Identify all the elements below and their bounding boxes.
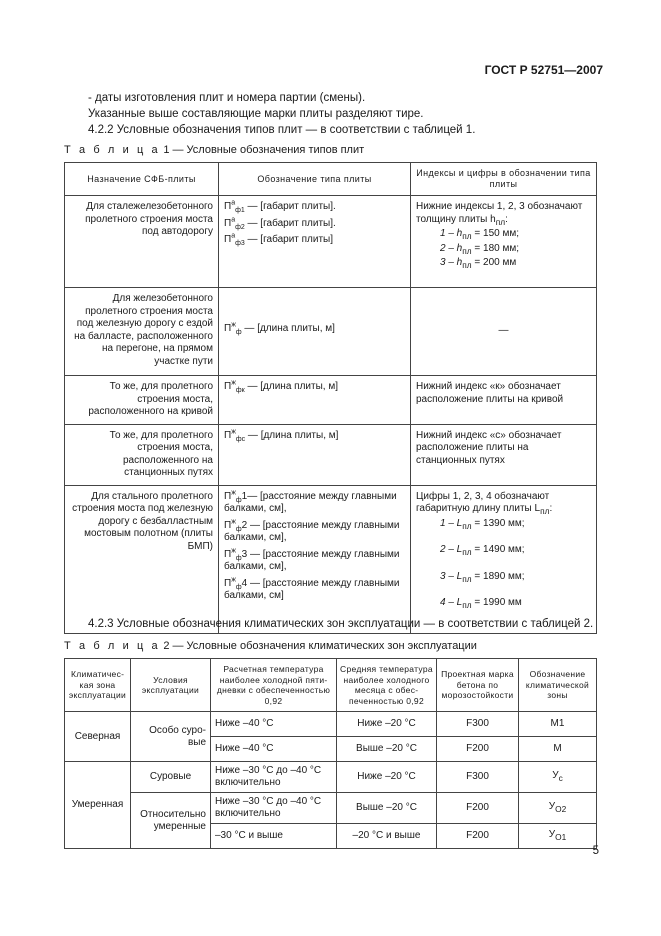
column-header: Назначение СФБ-плиты [65, 163, 219, 196]
plate-symbol: $П^а_{ф2}$ — [габарит плиты]. [224, 216, 336, 231]
tm-cell: Выше –20 °С [337, 737, 437, 762]
code-cell: $У_{О2}$ [519, 793, 597, 824]
table-row [65, 288, 597, 376]
paragraph-4-2-3: 4.2.3 Условные обозначения климатических зон эксплуатации — в соответствии с таблицей 2. [88, 618, 594, 630]
intro-text [64, 90, 604, 138]
zone-cell: Умеренная [65, 762, 131, 849]
code-cell: М1 [519, 712, 597, 737]
table-header-row [65, 659, 597, 712]
column-header: Обозначение типа плиты [219, 163, 411, 196]
table1-caption [64, 144, 364, 156]
purpose-cell: То же, для пролетного строения моста, расположенного на станционных путях [65, 424, 219, 485]
grade-cell: F300 [437, 762, 519, 793]
table-header-row [65, 163, 597, 196]
index-cell: Цифры 1, 2, 3, 4 обозначают габаритную длину плиты $L_{пл}$: $1 - L_{пл} = 1390$ мм; $2 - L_{пл} = 1490$ мм; $3 - L_{пл} = 1890$ мм; $4 - L_{пл} = 1990$ мм [411, 485, 597, 633]
symbol-cell [219, 288, 411, 376]
page-header: ГОСТ Р 52751—2007 [484, 63, 603, 77]
table-row [65, 712, 597, 737]
t5-cell: Ниже –30 °С до –40 °С включительно [211, 762, 337, 793]
condition-cell: Особо суровые [131, 712, 211, 762]
index-line: $4 - L_{пл} = 1990$ мм [440, 597, 522, 610]
t5-cell: Ниже –40 °С [211, 737, 337, 762]
tm-cell: Ниже –20 °С [337, 712, 437, 737]
grade-cell: F300 [437, 712, 519, 737]
index-line: $1 - h_{пл} = 150$ мм; [440, 228, 520, 241]
table-row [65, 793, 597, 824]
caption-text: 1 — Условные обозначения типов плит [160, 144, 365, 156]
tm-cell: –20 °С и выше [337, 824, 437, 849]
table2-caption [64, 640, 477, 652]
symbol-cell [219, 376, 411, 425]
zone-cell: Северная [65, 712, 131, 762]
caption-text: 2 — Условные обозначения климатических зон эксплуатации [160, 640, 477, 652]
table1 [64, 162, 597, 634]
symbol-cell [219, 196, 411, 288]
purpose-cell: Для железобетонного пролетного строения моста под железную дорогу с ездой на балласте, расположенного на перегоне, на прямом участке пути [65, 288, 219, 376]
table-row [65, 485, 597, 633]
table-row [65, 762, 597, 793]
column-header: Расчетная температура наиболее холодной пятидневки с обеспеченностью 0,92 [211, 659, 337, 712]
plate-symbol: $П^ж_ф1—$ [расстояние между главными балками, см], [224, 489, 397, 514]
index-line: $1 - L_{пл} = 1390$ мм; [440, 517, 525, 531]
purpose-cell: Для стального пролетного строения моста под железную дорогу с безбалластным мостовым полотном (плиты БМП) [65, 485, 219, 633]
condition-cell: Относительно умеренные [131, 793, 211, 849]
tm-cell: Выше –20 °С [337, 793, 437, 824]
symbol-cell [219, 485, 411, 633]
column-header: Средняя температура наиболее холодного месяца с обеспеченностью 0,92 [337, 659, 437, 712]
column-header: Проектная марка бетона по морозостойкости [437, 659, 519, 712]
index-line: $2 - h_{пл} = 180$ мм; [440, 242, 520, 256]
index-cell: Нижний индекс «к» обозначает расположение плиты на кривой [411, 376, 597, 425]
index-line: $2 - L_{пл} = 1490$ мм; [440, 544, 525, 557]
plate-symbol: $П^ж_ф$ — [длина плиты, м] [224, 321, 335, 337]
index-cell: Нижний индекс «с» обозначает расположение плиты на станционных путях [411, 424, 597, 485]
index-cell: — [411, 288, 597, 376]
grade-cell: F200 [437, 737, 519, 762]
caption-label: Т а б л и ц а [64, 144, 161, 156]
intro-line: Указанные выше составляющие марки плиты разделяют тире. [88, 108, 424, 120]
code-cell: М [519, 737, 597, 762]
plate-symbol: $П^ж_{фк}$ — [длина плиты, м] [224, 379, 338, 394]
index-line: $3 - L_{пл} = 1890$ мм; [440, 570, 525, 584]
plate-symbol: $П^ж_ф4$ — [расстояние между главными балками, см] [224, 576, 400, 601]
intro-line: - даты изготовления плит и номера партии (смены). [88, 92, 366, 104]
symbol-cell [219, 424, 411, 485]
table-row [65, 424, 597, 485]
code-cell: $У_{О1}$ [519, 824, 597, 849]
table-row [65, 196, 597, 288]
column-header: Обозначение климатической зоны [519, 659, 597, 712]
t5-cell: –30 °С и выше [211, 824, 337, 849]
grade-cell: F200 [437, 824, 519, 849]
table2 [64, 658, 597, 849]
purpose-cell: Для сталежелезобетонного пролетного строения моста под автодорогу [65, 196, 219, 288]
plate-symbol: $П^а_{ф3}$ — [габарит плиты] [224, 232, 334, 247]
column-header: Индексы и цифры в обозначении типа плиты [411, 163, 597, 196]
plate-symbol: $П^ж_{фс}$ — [длина плиты, м] [224, 428, 339, 443]
code-cell: $У_с$ [519, 762, 597, 793]
column-header: Условия эксплуатации [131, 659, 211, 712]
t5-cell: Ниже –30 °С до –40 °С включительно [211, 793, 337, 824]
caption-label: Т а б л и ц а [64, 640, 161, 652]
tm-cell: Ниже –20 °С [337, 762, 437, 793]
page-number: 5 [592, 845, 599, 857]
intro-line: 4.2.2 Условные обозначения типов плит — в соответствии с таблицей 1. [88, 124, 476, 136]
t5-cell: Ниже –40 °С [211, 712, 337, 737]
index-line: $3 - h_{пл} = 200$ мм [440, 257, 517, 270]
plate-symbol: $П^а_{ф1}$ — [габарит плиты]. [224, 199, 336, 214]
table-row [65, 376, 597, 425]
plate-symbol: $П^ж_ф2$ — [расстояние между главными балками, см], [224, 518, 400, 543]
purpose-cell: То же, для пролетного строения моста, расположенного на кривой [65, 376, 219, 425]
column-header: Климатическая зона эксплуатации [65, 659, 131, 712]
grade-cell: F200 [437, 793, 519, 824]
plate-symbol: $П^ж_ф3$ — [расстояние между главными балками, см], [224, 547, 400, 572]
condition-cell: Суровые [131, 762, 211, 793]
index-cell: Нижние индексы 1, 2, 3 обозначают толщину плиты $h_{пл}$: $1 - h_{пл} = 150$ мм; $2 - h_{пл} = 180$ мм; $3 - h_{пл} = 200$ мм [411, 196, 597, 288]
